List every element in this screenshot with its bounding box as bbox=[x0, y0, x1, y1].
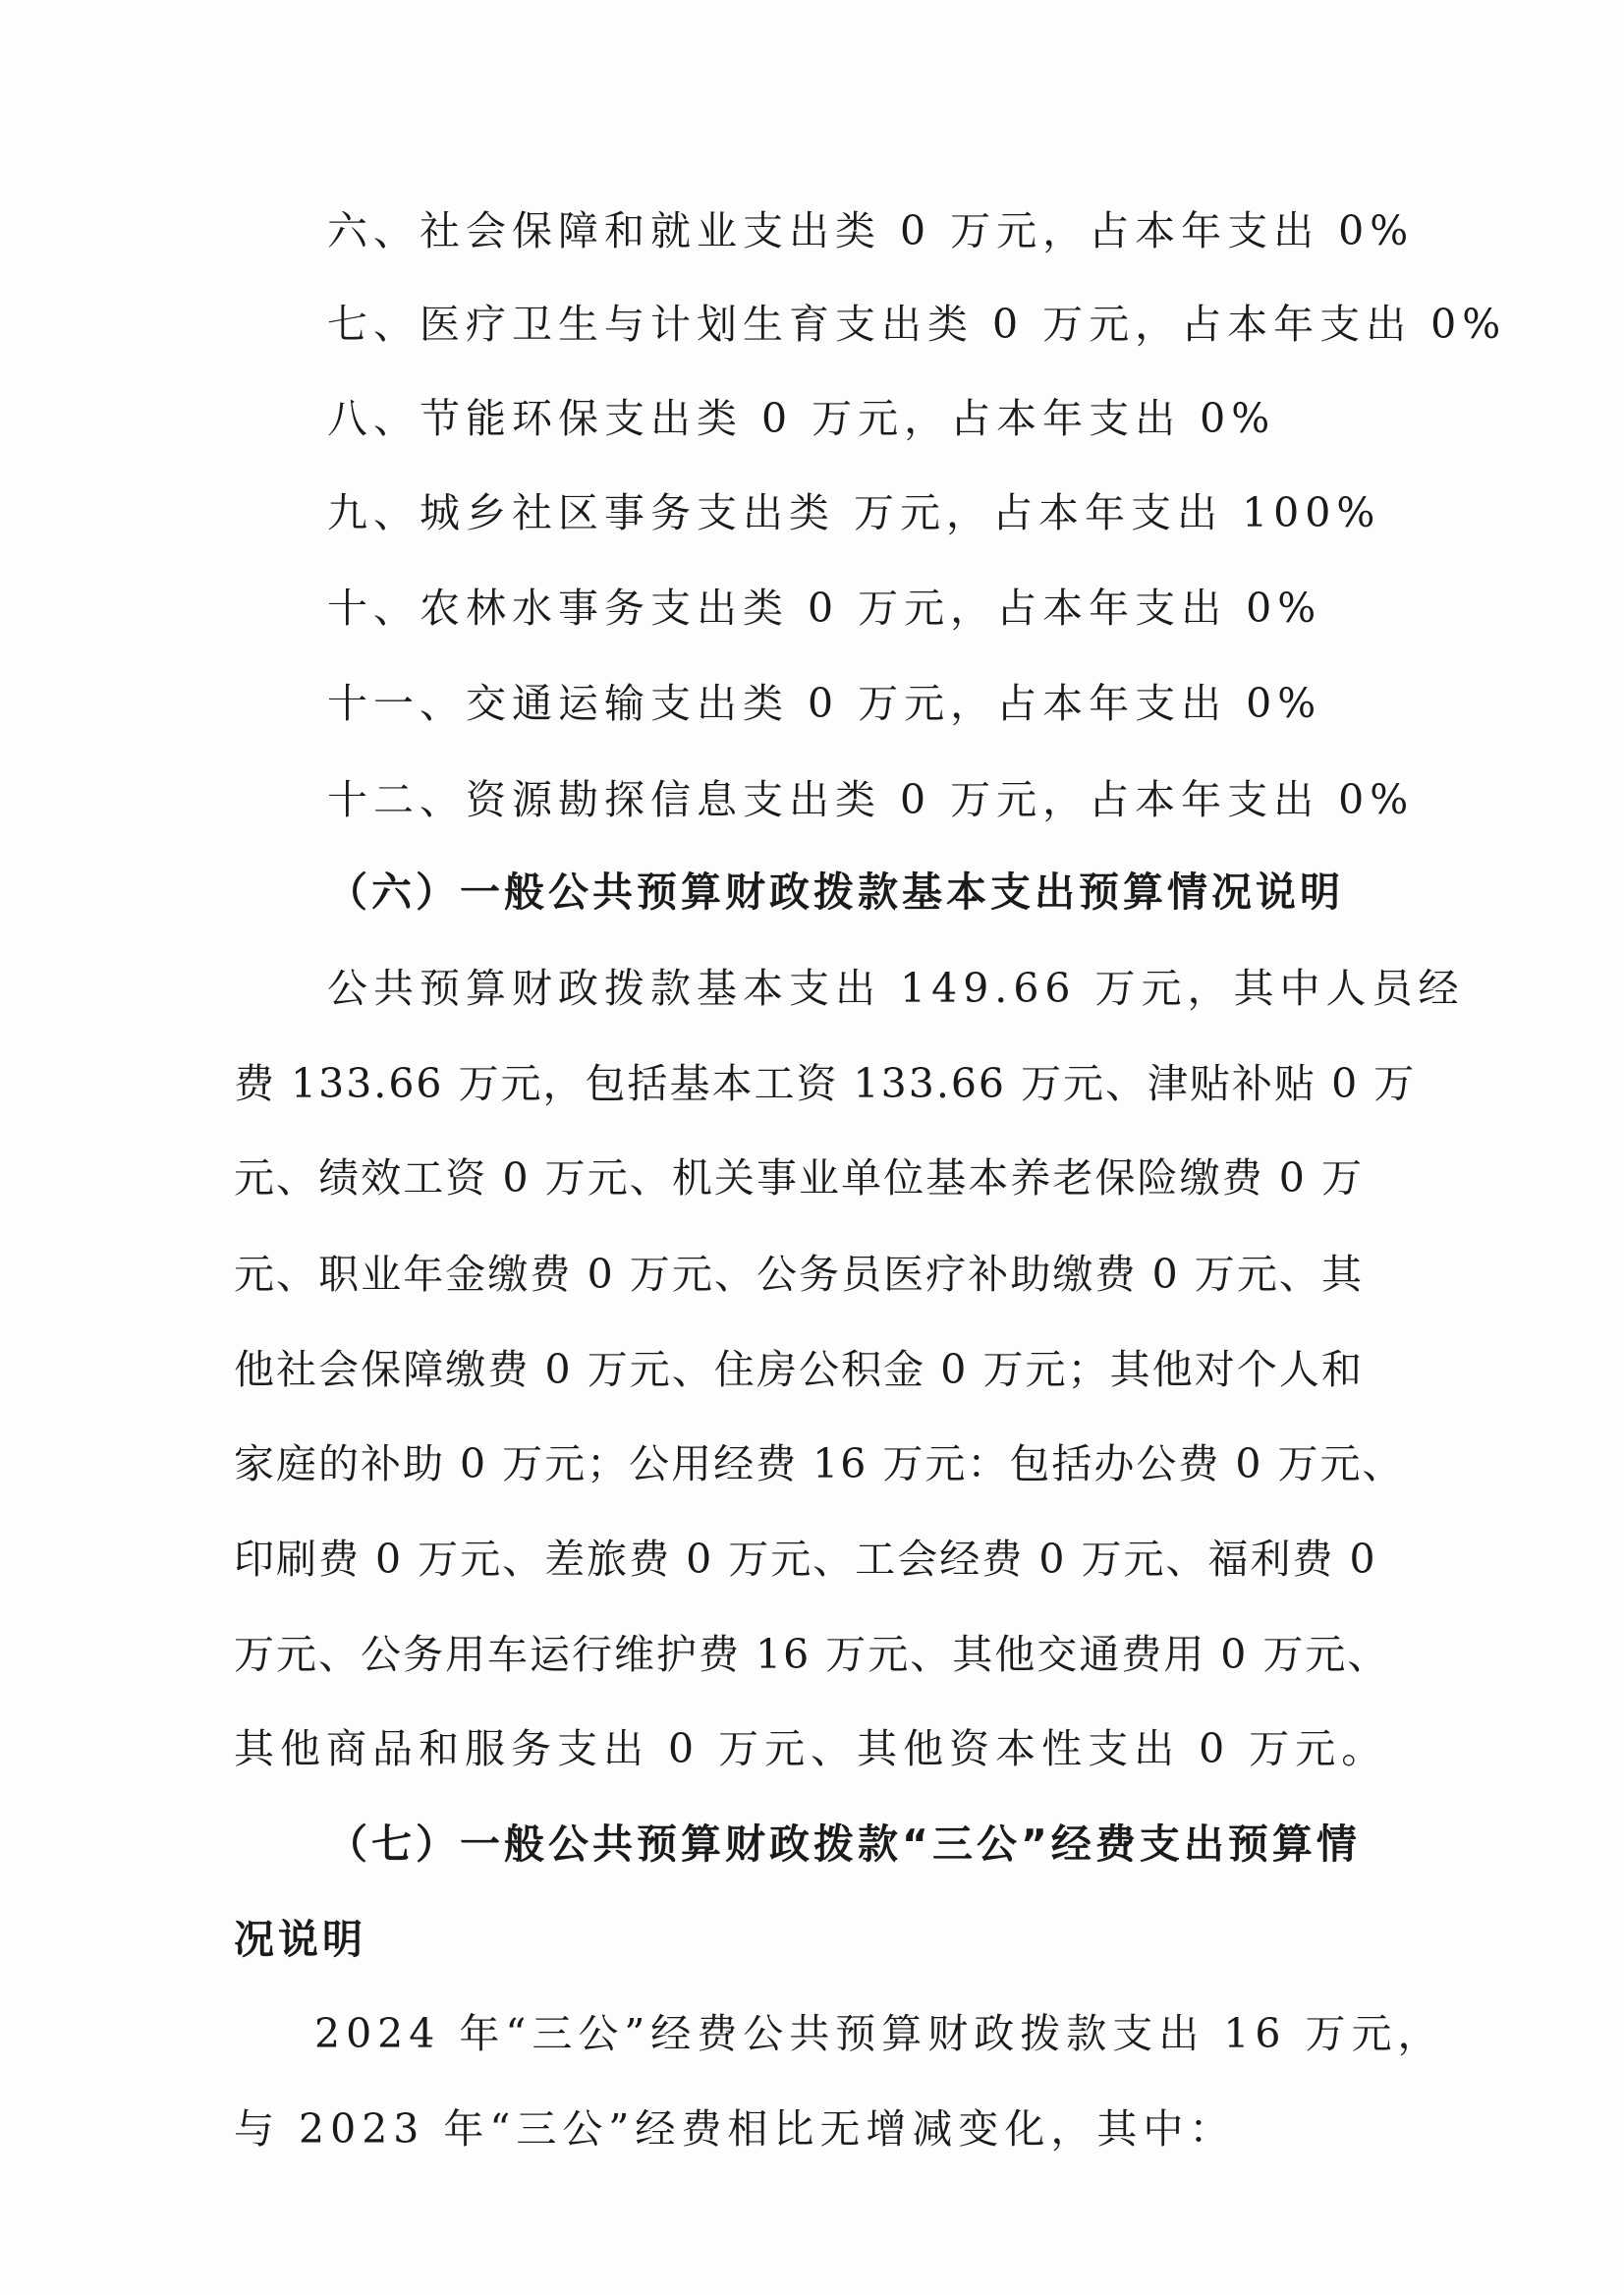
section6-paragraph-line: 元、职业年金缴费 0 万元、公务员医疗补助缴费 0 万元、其 bbox=[234, 1251, 1364, 1298]
section7-heading-continued: 况说明 bbox=[234, 1916, 366, 1963]
expenditure-item-transport: 十一、交通运输支出类 0 万元，占本年支出 0% bbox=[327, 680, 1322, 727]
section7-paragraph-line: 2024 年“三公”经费公共预算财政拨款支出 16 万元， bbox=[314, 2010, 1444, 2057]
expenditure-item-social-security: 六、社会保障和就业支出类 0 万元，占本年支出 0% bbox=[327, 207, 1415, 254]
expenditure-item-agriculture: 十、农林水事务支出类 0 万元，占本年支出 0% bbox=[327, 585, 1322, 632]
section6-paragraph-line: 万元、公务用车运行维护费 16 万元、其他交通费用 0 万元、 bbox=[234, 1631, 1390, 1678]
section6-heading: （六）一般公共预算财政拨款基本支出预算情况说明 bbox=[327, 868, 1344, 916]
expenditure-item-urban-rural: 九、城乡社区事务支出类 万元，占本年支出 100% bbox=[327, 489, 1381, 536]
section6-paragraph-line: 他社会保障缴费 0 万元、住房公积金 0 万元；其他对个人和 bbox=[234, 1346, 1364, 1393]
section6-paragraph-line: 元、绩效工资 0 万元、机关事业单位基本养老保险缴费 0 万 bbox=[234, 1154, 1364, 1202]
expenditure-item-energy: 八、节能环保支出类 0 万元，占本年支出 0% bbox=[327, 395, 1276, 442]
section6-paragraph-line: 印刷费 0 万元、差旅费 0 万元、工会经费 0 万元、福利费 0 bbox=[234, 1536, 1377, 1583]
section6-paragraph-line: 家庭的补助 0 万元；公用经费 16 万元：包括办公费 0 万元、 bbox=[234, 1440, 1405, 1487]
expenditure-item-medical: 七、医疗卫生与计划生育支出类 0 万元，占本年支出 0% bbox=[327, 301, 1507, 348]
section7-paragraph-line: 与 2023 年“三公”经费相比无增减变化，其中： bbox=[234, 2105, 1236, 2153]
section7-heading: （七）一般公共预算财政拨款“三公”经费支出预算情 bbox=[327, 1820, 1361, 1868]
section6-paragraph-line: 公共预算财政拨款基本支出 149.66 万元，其中人员经 bbox=[327, 965, 1465, 1012]
section6-paragraph-line: 费 133.66 万元，包括基本工资 133.66 万元、津贴补贴 0 万 bbox=[234, 1060, 1417, 1107]
expenditure-item-resources: 十二、资源勘探信息支出类 0 万元，占本年支出 0% bbox=[327, 776, 1415, 823]
section6-paragraph-line: 其他商品和服务支出 0 万元、其他资本性支出 0 万元。 bbox=[234, 1725, 1388, 1772]
